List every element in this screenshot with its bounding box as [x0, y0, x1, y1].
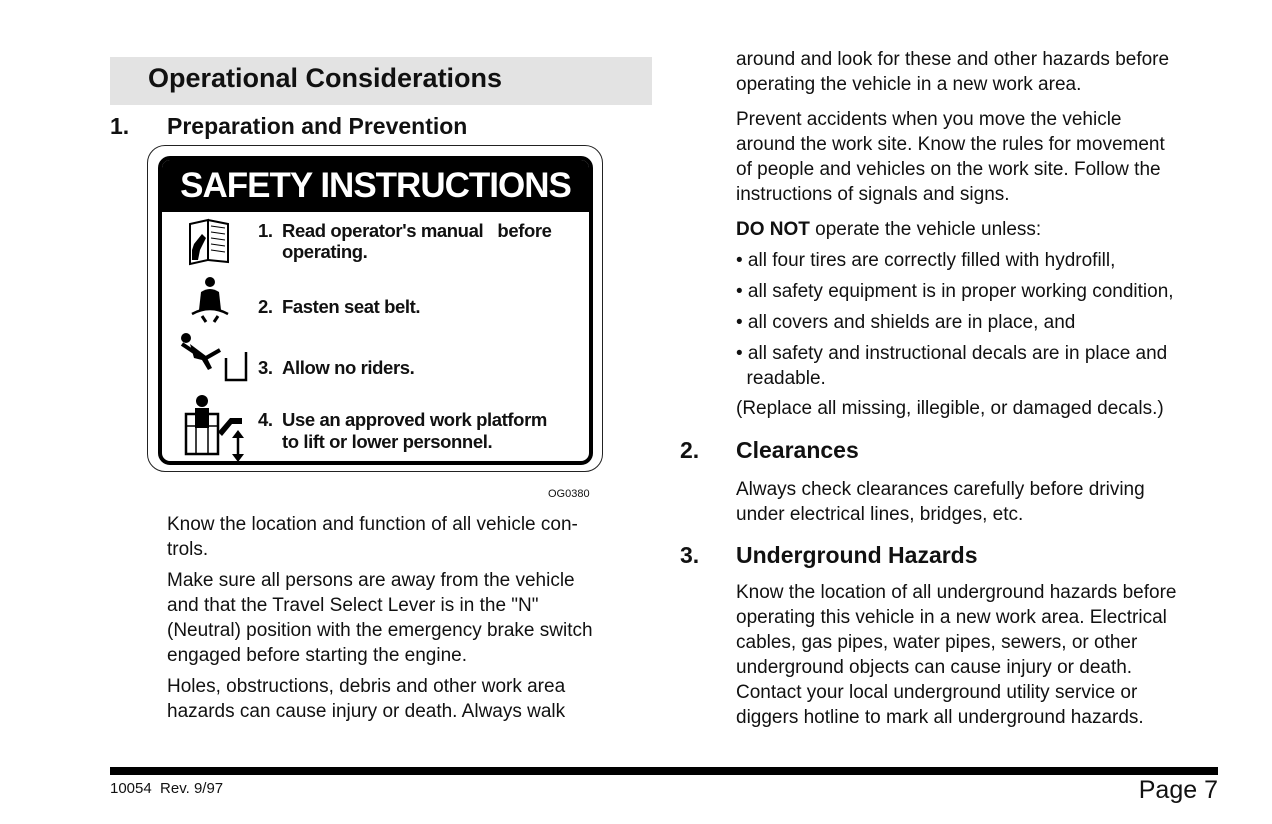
bullet-item: • all four tires are correctly filled with hydrofill, — [736, 250, 1116, 271]
decal-item-1 — [258, 220, 578, 266]
left-body — [167, 512, 647, 730]
right-body-top — [736, 47, 1236, 427]
decal-item-3 — [258, 357, 578, 381]
no-riders-icon — [176, 330, 248, 386]
decal-item-number: 4. — [258, 409, 273, 430]
page-number: Page 7 — [1138, 776, 1218, 804]
paragraph-hazards: Holes, obstructions, debris and other work area hazards can cause injury or death. Always walk — [167, 676, 566, 722]
decal-item-4 — [258, 409, 578, 455]
safety-decal-title: SAFETY INSTRUCTIONS — [162, 160, 589, 212]
bullet-item: • all safety and instructional decals are in place and readable. — [736, 343, 1168, 389]
bullet-item: • all covers and shields are in place, and — [736, 312, 1076, 333]
do-not-line — [736, 217, 1236, 242]
paragraph-persons-away: Make sure all persons are away from the vehicle and that the Travel Select Lever is in the "N" (Neutral) position with the emergency brake switch engaged before starting the engine. — [167, 570, 593, 666]
decal-item-text-line2: to lift or lower personnel. — [282, 431, 493, 452]
work-platform-icon — [182, 392, 254, 462]
figure-id: OG0380 — [548, 488, 590, 500]
paragraph-controls: Know the location and function of all vehicle con- trols. — [167, 514, 578, 560]
section-title: Operational Considerations — [148, 63, 503, 93]
paragraph-underground: Know the location of all underground hazards before operating this vehicle in a new work area. Electrical cables, gas pipes, water pipes, sewers, or other underground objects can cause injury or death. Contact your local underground utility service or diggers hotline to mark all underground hazards. — [736, 582, 1177, 728]
safety-decal — [158, 156, 593, 465]
paragraph-clearances: Always check clearances carefully before driving under electrical lines, bridges, etc. — [736, 479, 1145, 525]
decal-item-number: 3. — [258, 357, 273, 378]
heading-number-3: 3. — [680, 542, 700, 568]
paragraph-walk-around: around and look for these and other hazards before operating the vehicle in a new work area. — [736, 49, 1170, 95]
decal-item-number: 1. — [258, 220, 273, 241]
document-revision: 10054 Rev. 9/97 — [110, 780, 224, 797]
heading-preparation: Preparation and Prevention — [167, 113, 468, 139]
do-not-bold: DO NOT — [736, 219, 810, 240]
decal-item-text: Fasten seat belt. — [282, 296, 421, 317]
footer-rule — [110, 767, 1218, 775]
bullet-item: • all safety equipment is in proper working condition, — [736, 281, 1174, 302]
replace-note: (Replace all missing, illegible, or damaged decals.) — [736, 398, 1164, 419]
do-not-rest: operate the vehicle unless: — [809, 219, 1042, 240]
heading-number-1: 1. — [110, 113, 130, 139]
decal-item-text: Read operator's manual before — [282, 220, 552, 241]
seat-belt-icon — [184, 274, 236, 326]
decal-item-text-line2: operating. — [282, 241, 368, 262]
heading-underground-hazards: Underground Hazards — [736, 542, 978, 568]
decal-item-text: Allow no riders. — [282, 357, 415, 378]
heading-clearances: Clearances — [736, 437, 859, 463]
decal-item-text: Use an approved work platform — [282, 409, 547, 430]
manual-icon — [184, 216, 236, 268]
paragraph-prevent-accidents: Prevent accidents when you move the vehicle around the work site. Know the rules for movement of people and vehicles on the work site. Follow the instructions of signals and signs. — [736, 109, 1165, 205]
decal-item-2 — [258, 296, 578, 320]
heading-number-2: 2. — [680, 437, 700, 463]
decal-item-number: 2. — [258, 296, 273, 317]
